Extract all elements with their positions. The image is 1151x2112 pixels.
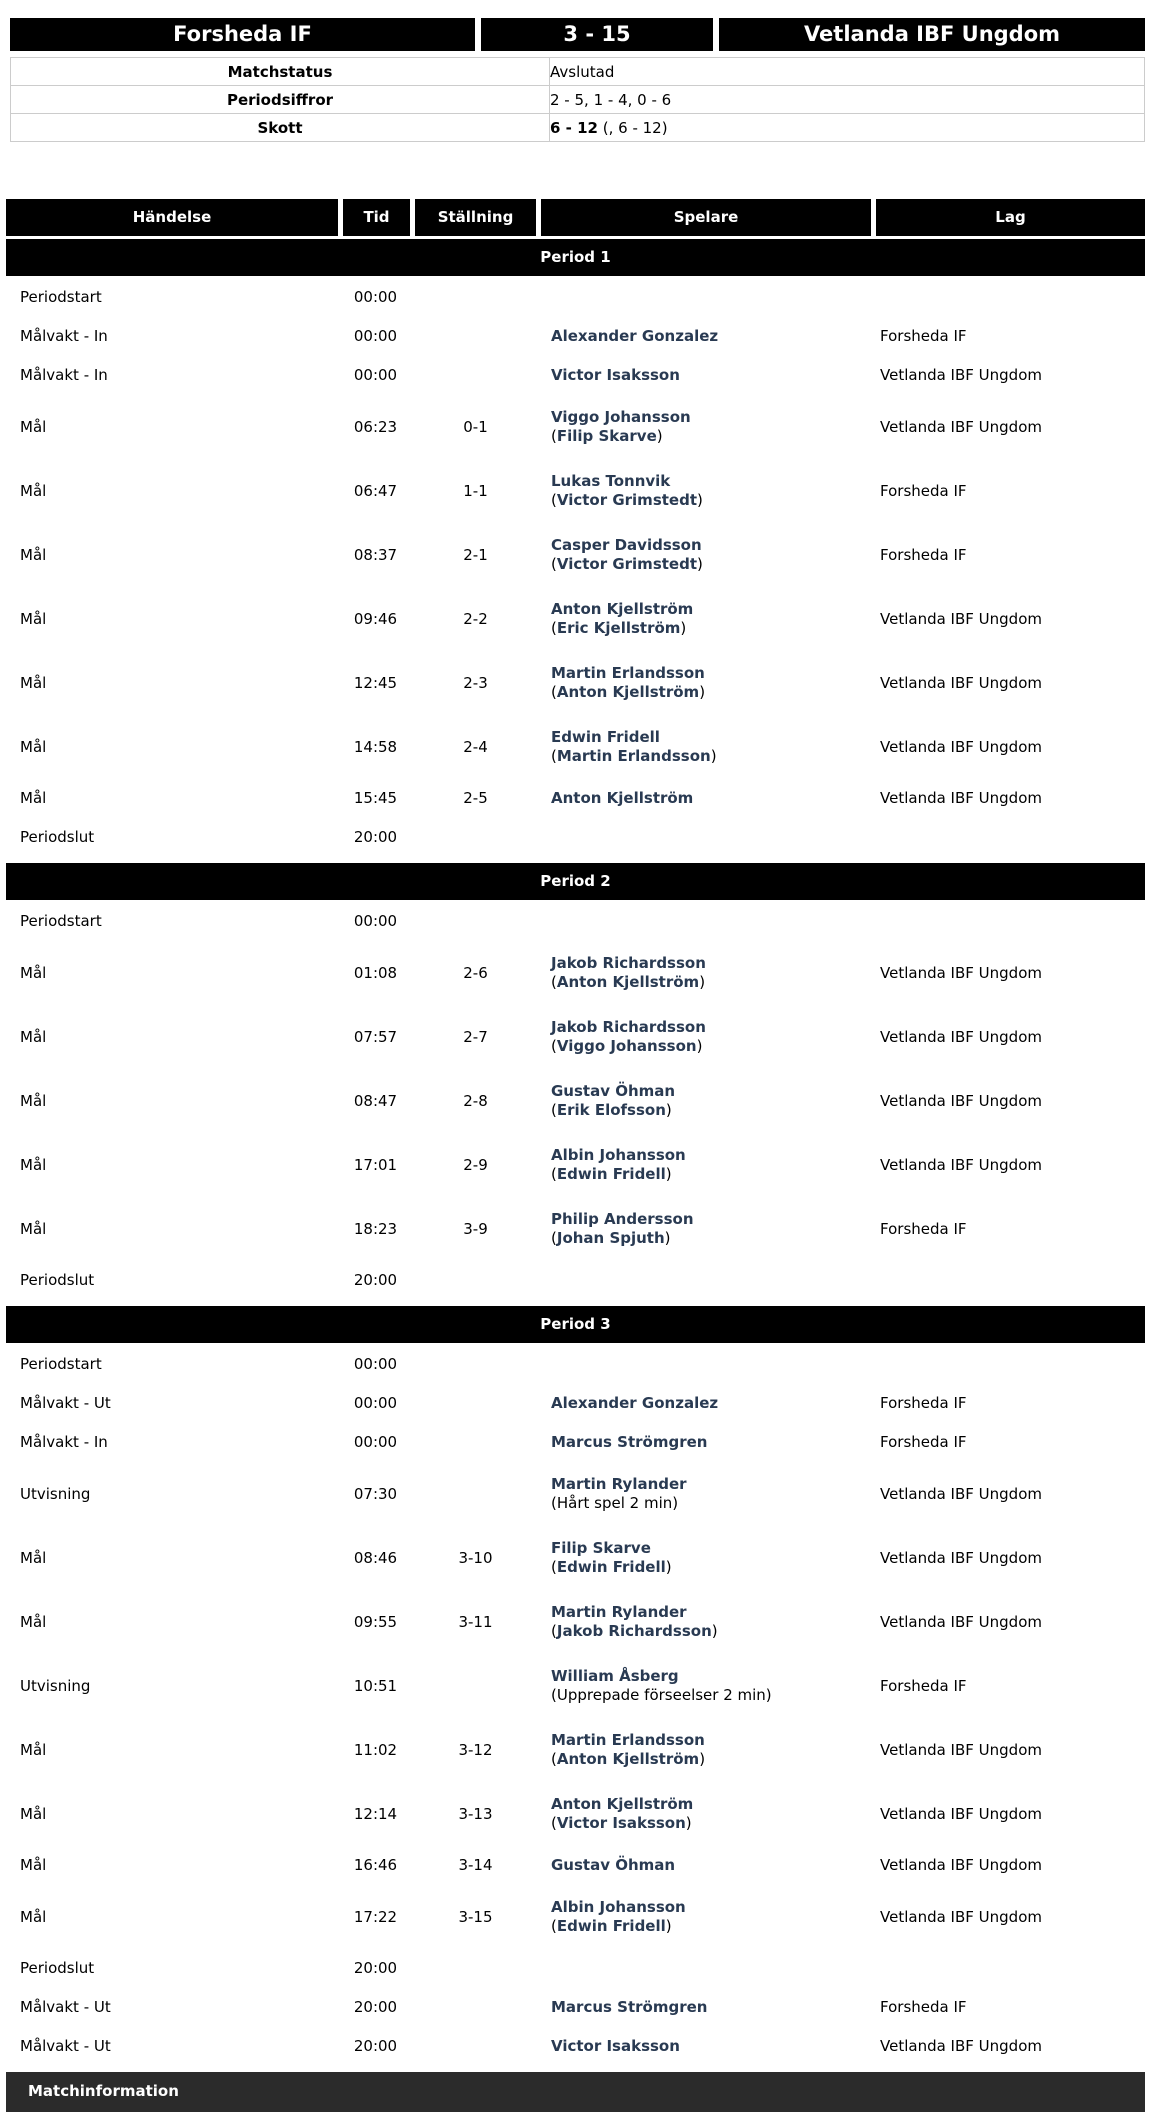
time-cell: 20:00	[353, 828, 398, 846]
assist-name: Edwin Fridell	[556, 1165, 666, 1183]
time-cell: 09:55	[353, 1612, 398, 1631]
player-cell	[538, 1856, 873, 1875]
event-row	[6, 587, 1145, 651]
event-row	[6, 1590, 1145, 1654]
team-cell: Forsheda IF	[880, 1998, 967, 2016]
matchstatus-value	[550, 58, 1145, 86]
time-cell: 08:47	[353, 1091, 398, 1110]
event-row	[6, 356, 1145, 395]
player-cell	[538, 408, 873, 446]
event-type-cell: Mål	[20, 1548, 47, 1567]
player-cell	[538, 2037, 873, 2056]
score-cell: 3-14	[458, 1856, 493, 1874]
event-type-cell: Mål	[20, 1804, 47, 1823]
team-cell: Vetlanda IBF Ungdom	[880, 2037, 1042, 2055]
event-type-cell: Mål	[20, 417, 47, 436]
player-name: Victor Isaksson	[551, 2037, 680, 2055]
player-cell	[538, 600, 873, 638]
assist-detail: (Filip Skarve)	[551, 427, 663, 445]
assist-detail: (Victor Grimstedt)	[551, 555, 703, 573]
team-cell: Vetlanda IBF Ungdom	[880, 1740, 1042, 1759]
assist-name: Anton Kjellström	[556, 683, 700, 701]
score-cell: 2-7	[463, 1027, 488, 1046]
event-type-cell: Mål	[20, 1155, 47, 1174]
event-type-cell: Målvakt - In	[20, 327, 108, 345]
event-type-cell: Mål	[20, 1612, 47, 1631]
time-cell: 20:00	[353, 2037, 398, 2055]
time-cell: 18:23	[353, 1219, 398, 1238]
match-info-table	[10, 57, 1145, 142]
event-row	[6, 459, 1145, 523]
team-cell: Forsheda IF	[880, 1394, 967, 1412]
event-type-cell: Periodslut	[20, 1271, 95, 1289]
team-cell: Vetlanda IBF Ungdom	[880, 1091, 1042, 1110]
score-cell: 2-4	[463, 737, 488, 756]
assist-name: Victor Grimstedt	[556, 491, 697, 509]
player-name: Jakob Richardsson	[551, 954, 706, 972]
score-cell: 2-9	[463, 1155, 488, 1174]
time-cell: 17:22	[353, 1907, 398, 1926]
player-name: Alexander Gonzalez	[551, 1394, 719, 1412]
player-cell	[538, 1210, 873, 1248]
time-cell: 00:00	[353, 1394, 398, 1412]
scoreboard	[10, 18, 1145, 51]
matchstatus-label: Matchstatus	[11, 58, 550, 86]
score-cell: 3-13	[458, 1804, 493, 1823]
event-row	[6, 1718, 1145, 1782]
score-cell: 3-15	[458, 1907, 493, 1926]
event-type-cell: Mål	[20, 1856, 47, 1874]
player-name: William Åsberg	[551, 1667, 679, 1685]
event-row	[6, 1885, 1145, 1949]
event-type-cell: Mål	[20, 1907, 47, 1926]
event-type-cell: Mål	[20, 789, 47, 807]
player-cell	[538, 1433, 873, 1452]
score-cell: 2-2	[463, 609, 488, 628]
score-cell: 2-8	[463, 1091, 488, 1110]
team-cell: Vetlanda IBF Ungdom	[880, 1907, 1042, 1926]
team-cell: Forsheda IF	[880, 1433, 967, 1451]
team-cell: Vetlanda IBF Ungdom	[880, 1027, 1042, 1046]
match-report-page	[0, 18, 1151, 2112]
team-cell: Vetlanda IBF Ungdom	[880, 1856, 1042, 1874]
event-type-cell: Periodslut	[20, 828, 95, 846]
assist-detail: (Viggo Johansson)	[551, 1037, 703, 1055]
event-row	[6, 1069, 1145, 1133]
score-cell: 2-1	[463, 545, 488, 564]
time-cell: 07:30	[353, 1484, 398, 1503]
time-cell: 09:46	[353, 609, 398, 628]
player-cell	[538, 728, 873, 766]
team-cell: Vetlanda IBF Ungdom	[880, 963, 1042, 982]
events-header-row	[6, 199, 1145, 236]
time-cell: 12:45	[353, 673, 398, 692]
time-cell: 01:08	[353, 963, 398, 982]
player-name: Alexander Gonzalez	[551, 327, 719, 345]
player-cell	[538, 789, 873, 808]
player-cell	[538, 1146, 873, 1184]
score-cell: 2-6	[463, 963, 488, 982]
event-type-cell: Målvakt - Ut	[20, 1394, 111, 1412]
time-cell: 17:01	[353, 1155, 398, 1174]
player-name: Marcus Strömgren	[551, 1433, 708, 1451]
event-type-cell: Målvakt - Ut	[20, 1998, 111, 2016]
event-row	[6, 941, 1145, 1005]
player-cell	[538, 1539, 873, 1577]
event-row	[6, 395, 1145, 459]
assist-detail: (Anton Kjellström)	[551, 683, 706, 701]
column-header-handelse: Händelse	[6, 199, 338, 236]
time-cell: 14:58	[353, 737, 398, 756]
player-name: Edwin Fridell	[551, 728, 660, 746]
event-row	[6, 1654, 1145, 1718]
player-name: Martin Rylander	[551, 1603, 687, 1621]
time-cell: 06:23	[353, 417, 398, 436]
player-name: Viggo Johansson	[551, 408, 691, 426]
score-cell: 3-10	[458, 1548, 493, 1567]
event-row	[6, 1988, 1145, 2027]
player-cell	[538, 954, 873, 992]
time-cell: 00:00	[353, 366, 398, 384]
assist-detail: (Erik Elofsson)	[551, 1101, 672, 1119]
event-row	[6, 715, 1145, 779]
column-header-lag: Lag	[876, 199, 1145, 236]
player-cell	[538, 536, 873, 574]
event-type-cell: Periodstart	[20, 288, 102, 306]
match-info-row	[11, 114, 1145, 142]
time-cell: 08:46	[353, 1548, 398, 1567]
player-cell	[538, 366, 873, 385]
player-name: Gustav Öhman	[551, 1082, 676, 1100]
event-type-cell: Mål	[20, 1740, 47, 1759]
assist-detail: (Eric Kjellström)	[551, 619, 687, 637]
event-type-cell: Mål	[20, 963, 47, 982]
assist-name: Erik Elofsson	[556, 1101, 666, 1119]
event-row	[6, 779, 1145, 818]
event-type-cell: Mål	[20, 737, 47, 756]
period-header: Period 2	[6, 863, 1145, 900]
assist-name: Edwin Fridell	[556, 1917, 666, 1935]
event-row	[6, 651, 1145, 715]
team-cell: Forsheda IF	[880, 1676, 967, 1695]
penalty-detail: (Upprepade förseelser 2 min)	[551, 1686, 772, 1704]
player-cell	[538, 1795, 873, 1833]
team-cell: Vetlanda IBF Ungdom	[880, 737, 1042, 756]
event-row	[6, 1462, 1145, 1526]
event-row	[6, 902, 1145, 941]
assist-detail: (Victor Grimstedt)	[551, 491, 703, 509]
player-cell	[538, 1394, 873, 1413]
skott-value-text: (, 6 - 12)	[597, 118, 668, 137]
player-cell	[538, 1475, 873, 1513]
team-cell: Vetlanda IBF Ungdom	[880, 1155, 1042, 1174]
player-cell	[538, 1018, 873, 1056]
event-row	[6, 1133, 1145, 1197]
assist-detail: (Edwin Fridell)	[551, 1165, 672, 1183]
team-cell: Vetlanda IBF Ungdom	[880, 366, 1042, 384]
matchstatus-value-text: Avslutad	[550, 62, 615, 81]
column-header-spelare: Spelare	[541, 199, 871, 236]
score-cell: 2-5	[463, 789, 488, 807]
home-team-name: Forsheda IF	[10, 18, 475, 51]
score-cell: 2-3	[463, 673, 488, 692]
events-table	[6, 199, 1145, 2066]
event-type-cell: Målvakt - In	[20, 1433, 108, 1451]
player-cell	[538, 327, 873, 346]
assist-name: Viggo Johansson	[556, 1037, 697, 1055]
player-name: Martin Erlandsson	[551, 664, 705, 682]
assist-detail: (Edwin Fridell)	[551, 1917, 672, 1935]
event-row	[6, 278, 1145, 317]
player-name: Martin Erlandsson	[551, 1731, 705, 1749]
player-cell	[538, 1082, 873, 1120]
player-cell	[538, 472, 873, 510]
assist-name: Eric Kjellström	[556, 619, 681, 637]
event-type-cell: Periodstart	[20, 1355, 102, 1373]
assist-name: Jakob Richardsson	[556, 1622, 712, 1640]
event-row	[6, 1526, 1145, 1590]
event-type-cell: Målvakt - In	[20, 366, 108, 384]
match-score: 3 - 15	[481, 18, 713, 51]
team-cell: Vetlanda IBF Ungdom	[880, 1612, 1042, 1631]
assist-detail: (Edwin Fridell)	[551, 1558, 672, 1576]
event-type-cell: Mål	[20, 609, 47, 628]
event-row	[6, 1423, 1145, 1462]
assist-name: Filip Skarve	[556, 427, 657, 445]
event-type-cell: Utvisning	[20, 1484, 91, 1503]
event-row	[6, 317, 1145, 356]
score-cell: 3-9	[463, 1219, 488, 1238]
match-info-row	[11, 58, 1145, 86]
time-cell: 10:51	[353, 1676, 398, 1695]
player-cell	[538, 1731, 873, 1769]
away-team-name: Vetlanda IBF Ungdom	[719, 18, 1145, 51]
player-name: Filip Skarve	[551, 1539, 651, 1557]
skott-value-bold: 6 - 12	[550, 118, 598, 137]
event-row	[6, 1345, 1145, 1384]
assist-name: Victor Grimstedt	[556, 555, 697, 573]
assist-detail: (Jakob Richardsson)	[551, 1622, 718, 1640]
assist-name: Johan Spjuth	[556, 1229, 665, 1247]
event-type-cell: Mål	[20, 545, 47, 564]
assist-name: Anton Kjellström	[556, 1750, 700, 1768]
team-cell: Vetlanda IBF Ungdom	[880, 1484, 1042, 1503]
time-cell: 20:00	[353, 1998, 398, 2016]
assist-detail: (Victor Isaksson)	[551, 1814, 692, 1832]
match-info-row	[11, 86, 1145, 114]
assist-name: Victor Isaksson	[556, 1814, 686, 1832]
event-row	[6, 1782, 1145, 1846]
event-row	[6, 1846, 1145, 1885]
column-header-stallning: Ställning	[415, 199, 536, 236]
periodsiffror-value-text: 2 - 5, 1 - 4, 0 - 6	[550, 90, 672, 109]
player-name: Albin Johansson	[551, 1898, 686, 1916]
event-type-cell: Mål	[20, 1027, 47, 1046]
event-row	[6, 1005, 1145, 1069]
assist-name: Edwin Fridell	[556, 1558, 666, 1576]
time-cell: 00:00	[353, 1355, 398, 1373]
event-row	[6, 1261, 1145, 1300]
time-cell: 11:02	[353, 1740, 398, 1759]
event-type-cell: Mål	[20, 1219, 47, 1238]
event-row	[6, 1949, 1145, 1988]
event-type-cell: Utvisning	[20, 1676, 91, 1695]
time-cell: 15:45	[353, 789, 398, 807]
time-cell: 00:00	[353, 288, 398, 306]
player-name: Marcus Strömgren	[551, 1998, 708, 2016]
period-header: Period 1	[6, 239, 1145, 276]
time-cell: 06:47	[353, 481, 398, 500]
event-row	[6, 523, 1145, 587]
score-cell: 0-1	[463, 417, 488, 436]
player-cell	[538, 1603, 873, 1641]
team-cell: Forsheda IF	[880, 1219, 967, 1238]
periodsiffror-value	[550, 86, 1145, 114]
player-name: Albin Johansson	[551, 1146, 686, 1164]
team-cell: Vetlanda IBF Ungdom	[880, 1804, 1042, 1823]
event-row	[6, 818, 1145, 857]
event-type-cell: Periodstart	[20, 912, 102, 930]
event-type-cell: Mål	[20, 1091, 47, 1110]
assist-name: Anton Kjellström	[556, 973, 700, 991]
event-type-cell: Målvakt - Ut	[20, 2037, 111, 2055]
player-name: Casper Davidsson	[551, 536, 702, 554]
player-name: Gustav Öhman	[551, 1856, 676, 1874]
assist-detail: (Anton Kjellström)	[551, 973, 706, 991]
time-cell: 12:14	[353, 1804, 398, 1823]
time-cell: 00:00	[353, 912, 398, 930]
team-cell: Vetlanda IBF Ungdom	[880, 673, 1042, 692]
event-type-cell: Mål	[20, 673, 47, 692]
skott-label: Skott	[11, 114, 550, 142]
score-cell: 3-12	[458, 1740, 493, 1759]
event-row	[6, 2027, 1145, 2066]
team-cell: Vetlanda IBF Ungdom	[880, 417, 1042, 436]
team-cell: Vetlanda IBF Ungdom	[880, 789, 1042, 807]
skott-value	[550, 114, 1145, 142]
score-cell: 1-1	[463, 481, 488, 500]
player-name: Jakob Richardsson	[551, 1018, 706, 1036]
player-name: Lukas Tonnvik	[551, 472, 671, 490]
player-cell	[538, 1898, 873, 1936]
time-cell: 00:00	[353, 1433, 398, 1451]
score-cell: 3-11	[458, 1612, 493, 1631]
time-cell: 16:46	[353, 1856, 398, 1874]
column-header-tid: Tid	[343, 199, 410, 236]
event-type-cell: Mål	[20, 481, 47, 500]
time-cell: 08:37	[353, 545, 398, 564]
event-type-cell: Periodslut	[20, 1959, 95, 1977]
events-body	[6, 239, 1145, 2066]
player-name: Victor Isaksson	[551, 366, 680, 384]
player-name: Anton Kjellström	[551, 789, 694, 807]
event-row	[6, 1384, 1145, 1423]
assist-detail: (Martin Erlandsson)	[551, 747, 717, 765]
team-cell: Forsheda IF	[880, 327, 967, 345]
team-cell: Vetlanda IBF Ungdom	[880, 1548, 1042, 1567]
penalty-detail: (Hårt spel 2 min)	[551, 1494, 679, 1512]
player-name: Anton Kjellström	[551, 1795, 694, 1813]
team-cell: Vetlanda IBF Ungdom	[880, 609, 1042, 628]
matchinformation-section-header: Matchinformation	[6, 2072, 1145, 2112]
player-name: Philip Andersson	[551, 1210, 694, 1228]
player-cell	[538, 664, 873, 702]
team-cell: Forsheda IF	[880, 545, 967, 564]
time-cell: 07:57	[353, 1027, 398, 1046]
assist-detail: (Anton Kjellström)	[551, 1750, 706, 1768]
assist-detail: (Johan Spjuth)	[551, 1229, 671, 1247]
player-name: Martin Rylander	[551, 1475, 687, 1493]
period-header: Period 3	[6, 1306, 1145, 1343]
time-cell: 20:00	[353, 1271, 398, 1289]
time-cell: 20:00	[353, 1959, 398, 1977]
player-cell	[538, 1998, 873, 2017]
time-cell: 00:00	[353, 327, 398, 345]
event-row	[6, 1197, 1145, 1261]
periodsiffror-label: Periodsiffror	[11, 86, 550, 114]
assist-name: Martin Erlandsson	[556, 747, 711, 765]
team-cell: Forsheda IF	[880, 481, 967, 500]
player-name: Anton Kjellström	[551, 600, 694, 618]
player-cell	[538, 1667, 873, 1705]
